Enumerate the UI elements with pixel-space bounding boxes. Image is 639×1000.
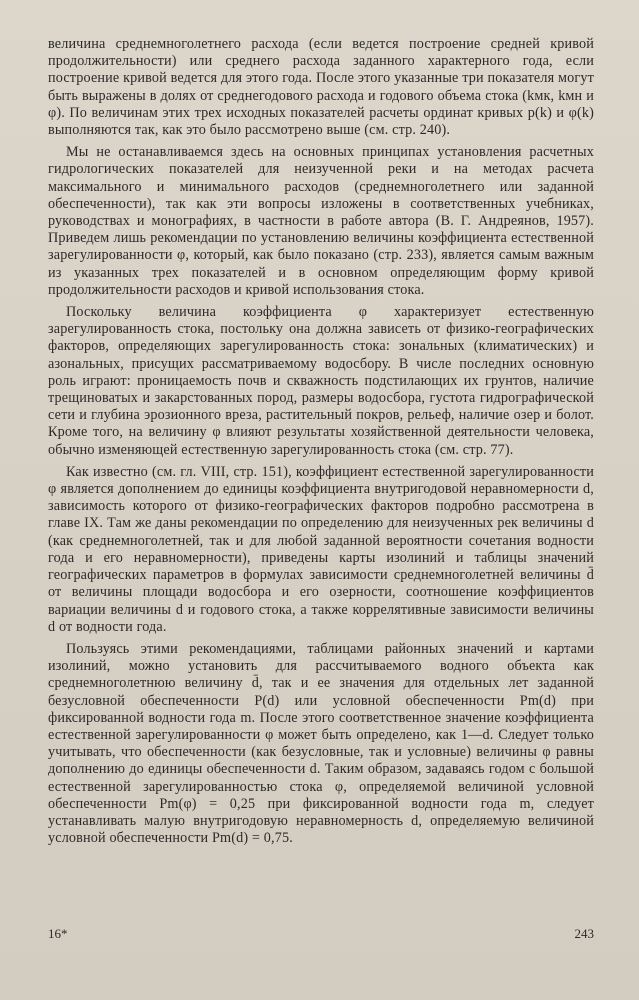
paragraph-5: Пользуясь этими рекомендациями, таблицами районных значений и картами изолиний, можно установить для рассчитываемого водного объекта как среднемноголетнюю величину d̄, так и ее значения для отдельных лет заданной безусловной обеспеченности P(d) или условной обеспеченности Pm(d) при фиксированной водности года m. После этого соответственное значение коэффициента естественной зарегулированности φ может быть определено, как 1—d. Следует только учитывать, что обеспеченности (как безусловные, так и условные) величины φ равны дополнению до единицы обеспеченности d. Таким образом, задаваясь годом с большой естественной зарегулированностью стока φ, определяемой величиной условной обеспеченности Pm(φ) = 0,25 при фиксированной водности года m, следует устанавливать малую внутригодовую неравномерность d, определяемую величиной условной обеспеченности Pm(d) = 0,75. bbox=[48, 640, 594, 847]
paragraph-1: величина среднемноголетнего расхода (если ведется построение средней кривой продолжительности) или среднего расхода заданного характерного года, если построение кривой ведется для этого года. После этого указанные три показателя могут быть выражены в долях от среднегодового расхода и годового объема стока (kмк, kмн и φ). По величинам этих трех исходных показателей расчеты ординат кривых p(k) и φ(k) выполняются так, как это было рассмотрено выше (см. стр. 240). bbox=[48, 36, 594, 139]
paragraph-2: Мы не останавливаемся здесь на основных принципах установления расчетных гидрологических показателей для неизученной реки и на методах расчета максимального и минимального расходов (среднемноголетнего или заданной обеспеченности), так как эти вопросы изложены в соответственных учебниках, руководствах и монографиях, в частности в работе автора (В. Г. Андреянов, 1957). Приведем лишь рекомендации по установлению величины коэффициента естественной зарегулированности φ, который, как было показано (стр. 233), является самым важным из указанных трех показателей и в основном определяющим форму кривой продолжительности расходов и кривой использования стока. bbox=[48, 144, 594, 298]
paragraph-3: Поскольку величина коэффициента φ характеризует естественную зарегулированность стока, постольку она должна зависеть от физико-географических факторов, определяющих зарегулированность стока: зональных (климатических) и азональных, присущих рассматриваемому водосбору. В числе последних основную роль играют: проницаемость почв и скважность подстилающих их грунтов, наличие трещиноватых и закарстованных пород, размеры водосбора, густота гидрографической сети и глубина эрозионного вреза, растительный покров, рельеф, наличие озер и болот. Кроме того, на величину φ влияют результаты хозяйственной деятельности человека, обычно изменяющей естественную зарегулированность стока (см. стр. 77). bbox=[48, 304, 594, 458]
page-footer bbox=[48, 926, 594, 942]
paragraph-4: Как известно (см. гл. VIII, стр. 151), коэффициент естественной зарегулированности φ является дополнением до единицы коэффициента внутригодовой неравномерности d, зависимость которого от физико-географических факторов подробно рассмотрена в главе IX. Там же даны рекомендации по определению для неизученных рек величины d (как среднемноголетней, так и для любой заданной вероятности сочетания водности года и его неравномерности), приведены карты изолиний и таблицы значений географических параметров в формулах зависимости среднемноголетней величины d̄ от величины площади водосбора и его озерности, соотношение коэффициентов вариации величины d и годового стока, а также коррелятивные зависимости величины d от водности года. bbox=[48, 463, 594, 635]
signature-mark: 16* bbox=[48, 926, 68, 941]
body-text bbox=[48, 36, 594, 852]
page-number: 243 bbox=[574, 926, 594, 941]
